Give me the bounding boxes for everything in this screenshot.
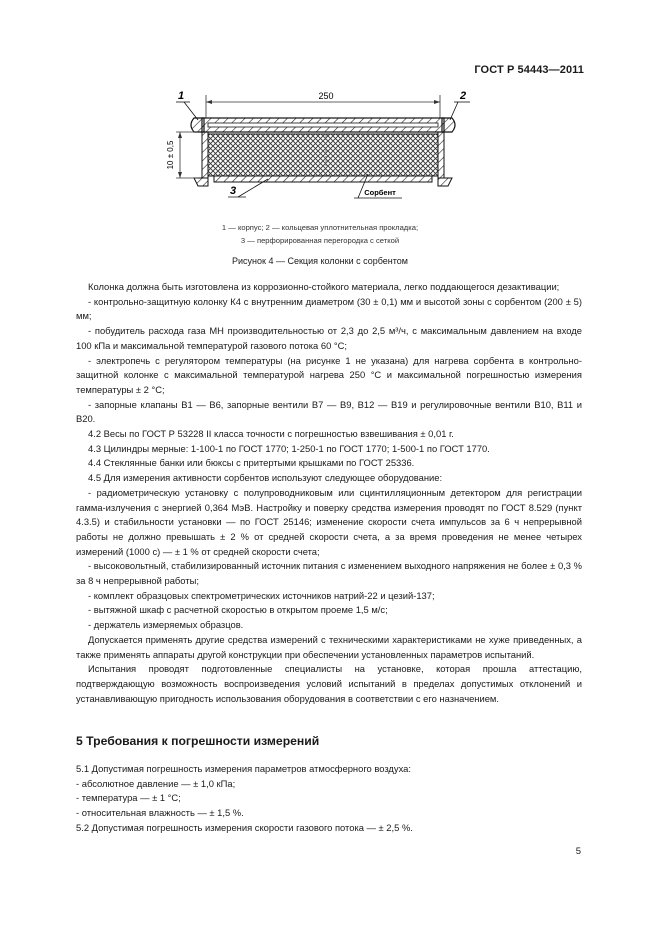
- paragraph: 4.2 Весы по ГОСТ Р 53228 II класса точности с погрешностью взвешивания ± 0,01 г.: [88, 428, 454, 440]
- paragraph: - температура — ± 1 °С;: [76, 792, 181, 804]
- paragraph: 5.1 Допустимая погрешность измерения параметров атмосферного воздуха:: [76, 763, 411, 774]
- paragraph: 4.5 Для измерения активности сорбентов используют следующее оборудование:: [88, 472, 443, 484]
- paragraph: - относительная влажность — ± 1,5 %.: [76, 807, 244, 819]
- gasket-left: [191, 118, 204, 132]
- paragraph: - вытяжной шкаф с расчетной скоростью в открытом проеме 1,5 м/с;: [88, 604, 388, 616]
- section-title: 5 Требования к погрешности измерений: [76, 734, 320, 748]
- paragraph: - абсолютное давление — ± 1,0 кПа;: [76, 777, 236, 789]
- dimension-height-label: 10 ± 0,5: [166, 140, 175, 170]
- gasket-right: [442, 118, 455, 132]
- paragraph: Допускается применять другие средства измерений с техническими характеристиками не хуже приведенных, а также применять аппараты другой конструкции при обеспечении установленных параметров испытаний.: [76, 633, 582, 660]
- document-code: ГОСТ Р 54443—2011: [474, 64, 584, 76]
- dimension-width-label: 250: [318, 91, 334, 101]
- figure-legend: [120, 222, 520, 247]
- bottom-partition: [214, 176, 432, 182]
- paragraph: 5.2 Допустимая погрешность измерения скорости газового потока — ± 2,5 %.: [76, 821, 413, 833]
- paragraph: - запорные клапаны В1 — В6, запорные вентили В7 — В9, В12 — В19 и регулировочные вентили В10, В11 и В20.: [76, 398, 582, 425]
- figure-caption: Рисунок 4 — Секция колонки с сорбентом: [232, 256, 408, 266]
- paragraph: - радиометрическую установку с полупроводниковым или сцинтилляционным детектором для регистрации гамма-излучения с энергией 0,364 МэВ. Настройку и поверку средства измерения проводят по ГОСТ 8.529 (пункт 4.3.5) и стабильности установки — по ГОСТ 25146; изменение скорости счета импульсов за 6 ч непрерывной работы не должно превышать ± 2 % от средней скорости счета, а за время проведения не менее четырех измерений (1000 с) — ± 1 % от средней скорости счета;: [76, 486, 582, 557]
- body-text: [76, 280, 582, 706]
- callout-3: 3: [230, 185, 237, 197]
- sorbent-label: Сорбент: [364, 188, 396, 197]
- paragraph: Испытания проводят подготовленные специалисты на установке, которая прошла аттестацию, подтверждающую возможность воспроизведения условий испытаний в пределах допустимых отклонений и устанавливающую пригодность использования оборудования в соответствии с его назначением.: [76, 663, 582, 704]
- figure-legend-line: 3 — перфорированная перегородка с сеткой: [240, 235, 400, 245]
- paragraph: - электропечь с регулятором температуры (на рисунке 1 не указана) для нагрева сорбента в контрольно-защитной колонке с максимальной температурой нагрева 250 °С и максимальной погрешностью измерения температуры ± 2 °С;: [76, 354, 582, 395]
- paragraph: Колонка должна быть изготовлена из коррозионно-стойкого материала, легко поддающегося дезактивации;: [88, 281, 560, 292]
- paragraph: 4.3 Цилиндры мерные: 1-100-1 по ГОСТ 1770; 1-250-1 по ГОСТ 1770; 1-500-1 по ГОСТ 1770.: [88, 442, 490, 454]
- paragraph: 4.4 Стеклянные банки или бюксы с притертыми крышками по ГОСТ 25336.: [88, 457, 415, 469]
- dimension-width: [206, 91, 440, 118]
- paragraph: - комплект образцовых спектрометрических источников натрий-22 и цезий-137;: [88, 589, 435, 601]
- paragraph: - побудитель расхода газа МН производительностью от 2,3 до 2,5 м³/ч, с максимальным давлением на входе 100 кПа и максимальной температурой газового потока 60 °С;: [76, 325, 582, 351]
- paragraph: - держатель измеряемых образцов.: [88, 619, 244, 631]
- paragraph: - контрольно-защитную колонку К4 с внутренним диаметром (30 ± 0,1) мм и высотой зоны с сорбентом (200 ± 5) мм;: [76, 295, 582, 322]
- callout-1: 1: [178, 90, 185, 102]
- page-number: 5: [575, 846, 581, 857]
- figure-legend-line: 1 — корпус; 2 — кольцевая уплотнительная прокладка;: [221, 223, 419, 232]
- dimension-height: [166, 132, 198, 178]
- callout-2: 2: [460, 90, 467, 102]
- sorbent-fill: [208, 134, 438, 176]
- section-body: [76, 762, 582, 836]
- figure-column-section: [158, 86, 478, 216]
- paragraph: - высоковольтный, стабилизированный источник питания с изменением выходного напряжения не более ± 0,3 % за 8 ч непрерывной работы;: [76, 560, 582, 587]
